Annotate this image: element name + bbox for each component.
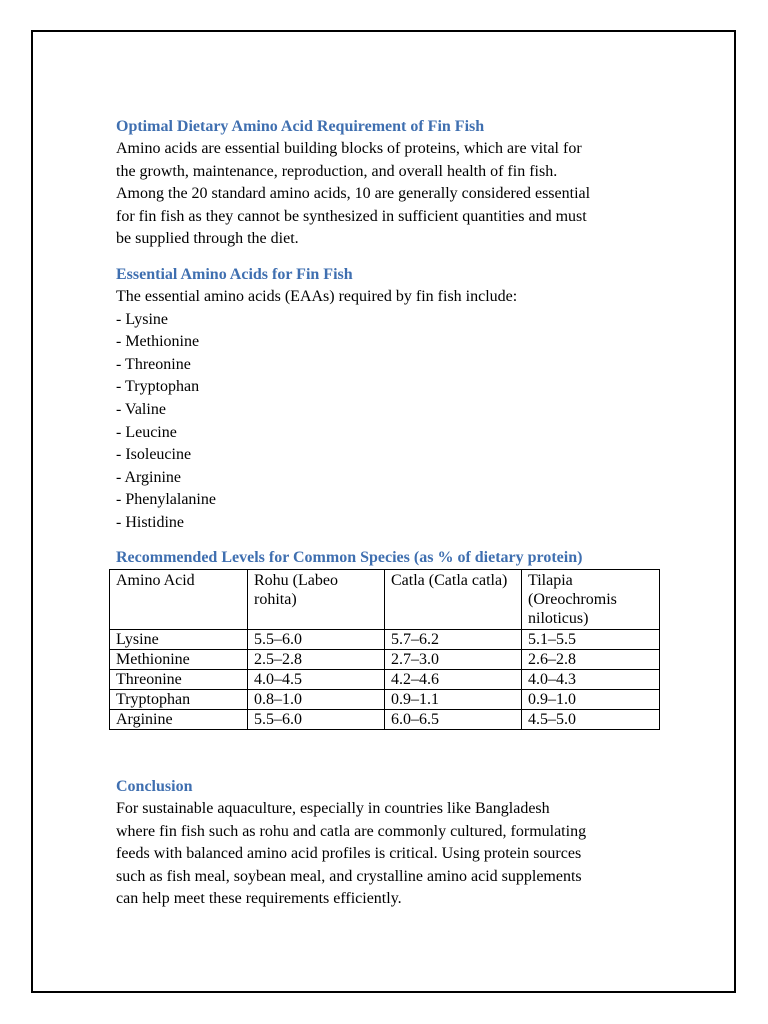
conclusion-paragraph: [116, 798, 661, 911]
conclusion-line: feeds with balanced amino acid profiles is critical. Using protein sources: [116, 845, 582, 863]
list-item: - Threonine: [116, 355, 191, 373]
conclusion-heading: Conclusion: [116, 778, 193, 795]
list-item: - Phenylalanine: [116, 491, 216, 509]
intro-line: for fin fish as they cannot be synthesized in sufficient quantities and must: [116, 207, 587, 225]
table-cell: 4.0–4.3: [522, 670, 660, 690]
table-cell: Arginine: [110, 710, 248, 730]
conclusion-line: For sustainable aquaculture, especially in countries like Bangladesh: [116, 800, 550, 817]
table-row: [110, 710, 660, 730]
list-item: - Arginine: [116, 468, 182, 486]
list-item: - Valine: [116, 400, 166, 418]
amino-acid-table: [109, 569, 660, 730]
list-item: - Lysine: [116, 310, 168, 328]
eaa-intro: The essential amino acids (EAAs) required by fin fish include:: [116, 287, 518, 305]
intro-line: be supplied through the diet.: [116, 230, 299, 248]
table-cell: Threonine: [110, 670, 248, 690]
list-item: - Leucine: [116, 423, 177, 441]
page-title: Optimal Dietary Amino Acid Requirement of Fin Fish: [116, 118, 485, 135]
list-item: - Methionine: [116, 333, 200, 351]
table-header-row: [110, 570, 660, 630]
table-cell: 5.1–5.5: [522, 630, 660, 650]
levels-heading: Recommended Levels for Common Species (as % of dietary protein): [116, 548, 583, 566]
document-body: [116, 116, 661, 569]
table-cell: Tryptophan: [110, 690, 248, 710]
conclusion-section: [116, 776, 661, 911]
column-header: Rohu (Labeo rohita): [248, 570, 385, 630]
table-row: [110, 670, 660, 690]
table-row: [110, 690, 660, 710]
table-cell: 6.0–6.5: [385, 710, 522, 730]
list-item: - Histidine: [116, 513, 184, 531]
table-cell: Lysine: [110, 630, 248, 650]
list-item: - Tryptophan: [116, 378, 200, 396]
column-header: Catla (Catla catla): [385, 570, 522, 630]
table-row: [110, 630, 660, 650]
table-cell: 5.5–6.0: [248, 710, 385, 730]
conclusion-line: can help meet these requirements efficiently.: [116, 890, 402, 908]
table-cell: 2.6–2.8: [522, 650, 660, 670]
table-cell: 0.9–1.1: [385, 690, 522, 710]
eaa-heading: Essential Amino Acids for Fin Fish: [116, 265, 353, 283]
intro-line: Among the 20 standard amino acids, 10 are generally considered essential: [116, 185, 591, 203]
column-header: Tilapia (Oreochromis niloticus): [522, 570, 660, 630]
table-cell: 4.0–4.5: [248, 670, 385, 690]
table-cell: 5.5–6.0: [248, 630, 385, 650]
list-item: - Isoleucine: [116, 446, 192, 464]
eaa-list: [116, 309, 661, 535]
intro-paragraph: [116, 138, 661, 251]
intro-line: Amino acids are essential building blocks of proteins, which are vital for: [116, 140, 582, 157]
table-cell: 4.5–5.0: [522, 710, 660, 730]
table-cell: 4.2–4.6: [385, 670, 522, 690]
table-cell: 0.9–1.0: [522, 690, 660, 710]
table-cell: 2.5–2.8: [248, 650, 385, 670]
table-cell: 5.7–6.2: [385, 630, 522, 650]
table-row: [110, 650, 660, 670]
conclusion-line: where fin fish such as rohu and catla are commonly cultured, formulating: [116, 822, 587, 840]
table-cell: 0.8–1.0: [248, 690, 385, 710]
conclusion-line: such as fish meal, soybean meal, and crystalline amino acid supplements: [116, 867, 582, 885]
table-cell: Methionine: [110, 650, 248, 670]
intro-line: the growth, maintenance, reproduction, and overall health of fin fish.: [116, 162, 558, 180]
column-header: Amino Acid: [110, 570, 248, 630]
table-cell: 2.7–3.0: [385, 650, 522, 670]
